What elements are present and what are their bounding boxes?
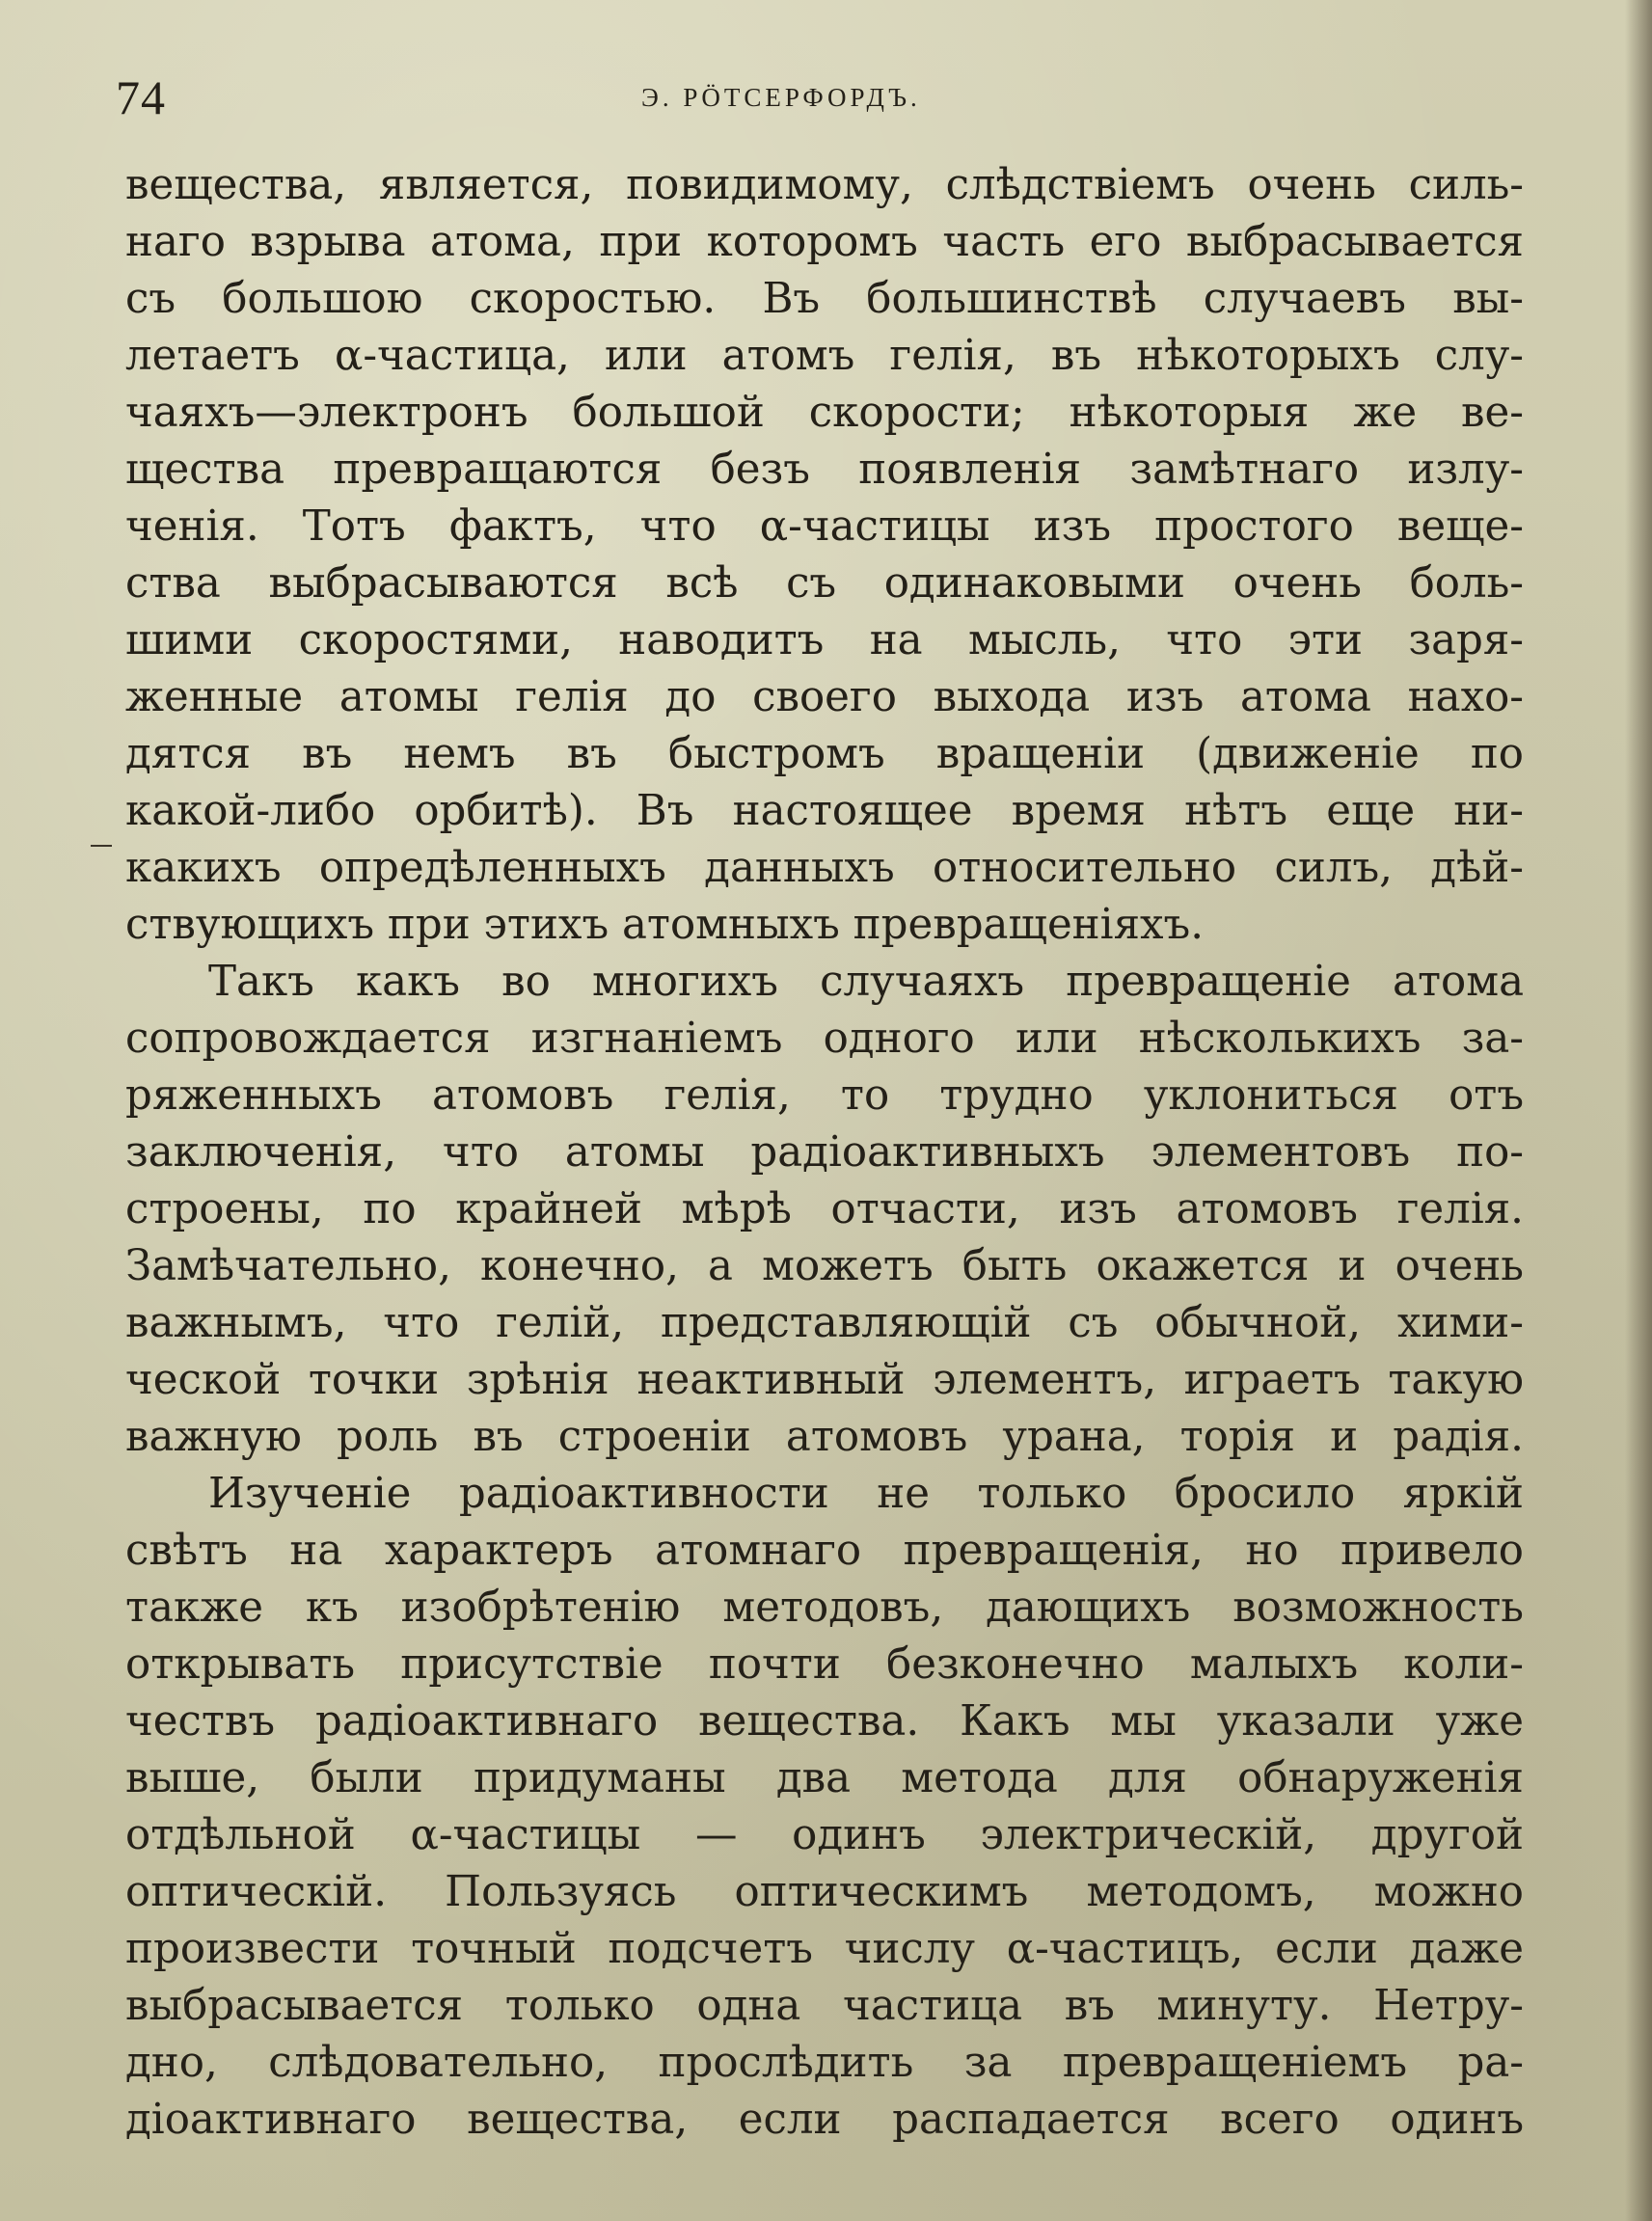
text-line: оптическій. Пользуясь оптическимъ методомъ, можно <box>125 1868 1524 1916</box>
page-number: 74 <box>116 70 166 124</box>
text-line: сопровождается изгнаніемъ одного или нѣсколькихъ за- <box>125 1015 1524 1063</box>
text-line: заключенія, что атомы радіоактивныхъ элементовъ по- <box>125 1128 1524 1177</box>
text-line: ченія. Тотъ фактъ, что α-частицы изъ простого веще- <box>125 502 1524 551</box>
text-line: дятся въ немъ въ быстромъ вращеніи (движеніе по <box>125 730 1524 778</box>
text-line: щества превращаются безъ появленія замѣтнаго излу- <box>125 446 1524 494</box>
text-line: шими скоростями, наводитъ на мысль, что эти заря- <box>125 616 1524 664</box>
margin-mark <box>91 845 112 847</box>
text-line: выбрасывается только одна частица въ минуту. Нетру- <box>125 1982 1524 2030</box>
text-line: наго взрыва атома, при которомъ часть его выбрасывается <box>125 218 1524 266</box>
text-line: ства выбрасываются всѣ съ одинаковыми очень боль- <box>125 559 1524 608</box>
text-line: ствующихъ при этихъ атомныхъ превращеніяхъ. <box>125 901 1205 949</box>
running-title: Э. РӦТСЕРФОРДЪ. <box>641 83 921 112</box>
page-header <box>116 64 1524 131</box>
text-line: строены, по крайней мѣрѣ отчасти, изъ атомовъ гелія. <box>125 1185 1524 1233</box>
text-line: дно, слѣдовательно, прослѣдить за превращеніемъ ра- <box>125 2039 1524 2087</box>
text-line: ческой точки зрѣнія неактивный элементъ, играетъ такую <box>125 1356 1524 1404</box>
text-line: какихъ опредѣленныхъ данныхъ относительно силъ, дѣй- <box>125 844 1524 892</box>
text-line: отдѣльной α-частицы — одинъ электрическій, другой <box>125 1811 1524 1859</box>
text-line: ряженныхъ атомовъ гелія, то трудно уклониться отъ <box>125 1071 1524 1120</box>
text-line: важнымъ, что гелій, представляющій съ обычной, хими- <box>125 1299 1524 1347</box>
text-line: Замѣчательно, конечно, а можетъ быть окажется и очень <box>125 1242 1524 1290</box>
text-line: чествъ радіоактивнаго вещества. Какъ мы указали уже <box>125 1697 1524 1746</box>
text-line: вещества, является, повидимому, слѣдствіемъ очень силь- <box>125 161 1524 209</box>
text-line: чаяхъ—электронъ большой скорости; нѣкоторыя же ве- <box>125 389 1524 437</box>
text-line: какой-либо орбитѣ). Въ настоящее время нѣтъ еще ни- <box>125 787 1524 835</box>
text-line: женные атомы гелія до своего выхода изъ атома нахо- <box>125 673 1524 721</box>
body-text <box>125 157 1524 2149</box>
text-line: свѣтъ на характеръ атомнаго превращенія, но привело <box>125 1527 1524 1575</box>
text-line: Такъ какъ во многихъ случаяхъ превращеніе атома <box>208 958 1524 1006</box>
text-line: съ большою скоростью. Въ большинствѣ случаевъ вы- <box>125 275 1524 323</box>
text-line: важную роль въ строеніи атомовъ урана, торія и радія. <box>125 1413 1524 1461</box>
page-edge-shadow <box>1625 0 1652 2221</box>
text-line: діоактивнаго вещества, если распадается всего одинъ <box>125 2096 1524 2144</box>
text-line: летаетъ α-частица, или атомъ гелія, въ нѣкоторыхъ слу- <box>125 332 1524 380</box>
text-line: выше, были придуманы два метода для обнаруженія <box>125 1754 1524 1802</box>
text-line: открывать присутствіе почти безконечно малыхъ коли- <box>125 1640 1524 1689</box>
text-line: произвести точный подсчетъ числу α-частицъ, если даже <box>125 1925 1524 1973</box>
text-line: также къ изобрѣтенію методовъ, дающихъ возможность <box>125 1584 1524 1632</box>
text-line: Изученіе радіоактивности не только бросило яркій <box>208 1470 1524 1518</box>
